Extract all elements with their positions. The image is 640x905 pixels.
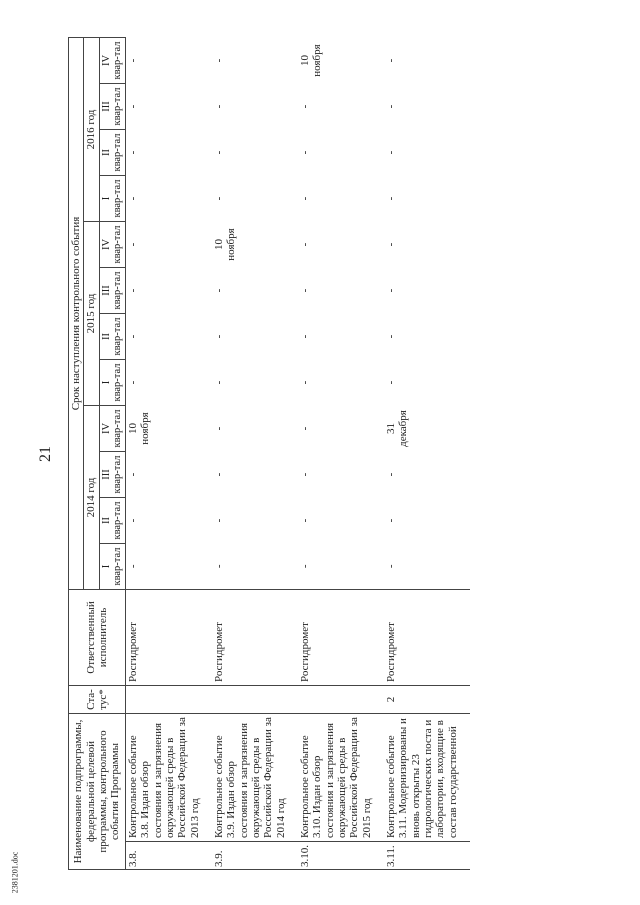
header-executor: Ответственный исполнитель [69, 590, 126, 686]
row-number: 3.11. [384, 842, 470, 870]
header-name: Наименование подпрограммы, федеральной целевой программы, контрольного события Программы [69, 714, 126, 870]
row-quarter-value: - [213, 58, 226, 63]
file-footer: 2381201.doc [10, 851, 20, 894]
row-quarter-value: - [299, 518, 312, 523]
row-quarter-value: - [213, 334, 226, 339]
row-quarter-value: - [213, 380, 226, 385]
table-row [298, 38, 384, 870]
row-quarter-value: - [213, 564, 226, 569]
row-quarter-value: 31 декабря [385, 410, 410, 447]
row-quarter-value: - [126, 38, 213, 84]
row-quarter-value: - [299, 104, 312, 109]
row-quarter-value: - [126, 268, 213, 314]
page-number: 21 [37, 446, 54, 462]
row-quarter-value: - [385, 150, 398, 155]
header-year-2016: 2016 год [84, 38, 99, 222]
row-quarter-value: - [299, 380, 312, 385]
row-quarter-value: 10 ноября [213, 228, 238, 261]
row-status [126, 686, 213, 714]
row-quarter-value: - [385, 518, 398, 523]
row-quarter-value: 10 ноября [126, 406, 213, 452]
row-quarter-value: - [299, 288, 312, 293]
row-quarter-value: - [385, 334, 398, 339]
row-quarter-value: - [385, 288, 398, 293]
header-deadline: Срок наступления контрольного события [69, 38, 84, 590]
row-status: 2 [384, 686, 470, 714]
row-quarter-value: - [299, 564, 312, 569]
row-quarter-value: - [126, 176, 213, 222]
row-quarter-value: - [126, 360, 213, 406]
row-executor: Росгидромет [384, 590, 470, 686]
row-quarter-value: - [213, 196, 226, 201]
row-executor: Росгидромет [298, 590, 384, 686]
row-event-name: Контрольное событие 3.10. Издан обзор состояния и загрязнения окружающей среды в Российской Федерации за 2015 год [298, 714, 384, 842]
header-quarter: IV квар-тал [99, 222, 126, 268]
row-quarter-value: - [385, 242, 398, 247]
row-status [298, 686, 384, 714]
row-status [212, 686, 298, 714]
header-quarter: III квар-тал [99, 268, 126, 314]
header-status: Ста-тус* [69, 686, 126, 714]
row-quarter-value: - [126, 84, 213, 130]
row-executor: Росгидромет [212, 590, 298, 686]
row-quarter-value: - [299, 334, 312, 339]
header-quarter: III квар-тал [99, 84, 126, 130]
row-number: 3.9. [212, 842, 298, 870]
row-quarter-value: - [385, 58, 398, 63]
row-event-name: Контрольное событие 3.11. Модернизированы и вновь открыты 23 гидрологических поста и лаборатории, входящие в состав государственной [384, 714, 470, 842]
table-row [384, 38, 470, 870]
row-quarter-value: - [385, 380, 398, 385]
table-body [126, 38, 471, 870]
row-number: 3.8. [126, 842, 213, 870]
header-quarter: IV квар-тал [99, 38, 126, 84]
row-quarter-value: - [126, 452, 213, 498]
row-quarter-value: - [385, 472, 398, 477]
row-quarter-value: - [299, 196, 312, 201]
row-quarter-value: - [299, 472, 312, 477]
row-quarter-value: - [385, 104, 398, 109]
row-executor: Росгидромет [126, 590, 213, 686]
row-quarter-value: - [213, 288, 226, 293]
row-quarter-value: - [385, 196, 398, 201]
header-year-2014: 2014 год [84, 406, 99, 590]
header-quarter: I квар-тал [99, 360, 126, 406]
row-quarter-value: - [213, 104, 226, 109]
row-quarter-value: - [126, 544, 213, 590]
header-quarter: IV квар-тал [99, 406, 126, 452]
header-year-2015: 2015 год [84, 222, 99, 406]
header-quarter: II квар-тал [99, 314, 126, 360]
header-quarter: II квар-тал [99, 498, 126, 544]
row-quarter-value: - [299, 426, 312, 431]
header-quarter: III квар-тал [99, 452, 126, 498]
row-quarter-value: - [126, 130, 213, 176]
header-quarter: II квар-тал [99, 130, 126, 176]
row-quarter-value: - [213, 472, 226, 477]
row-quarter-value: - [299, 242, 312, 247]
header-quarter: I квар-тал [99, 544, 126, 590]
row-event-name: Контрольное событие 3.9. Издан обзор состояния и загрязнения окружающей среды в Российской Федерации за 2014 год [212, 714, 298, 842]
row-quarter-value: - [126, 314, 213, 360]
row-quarter-value: 10 ноября [299, 44, 324, 77]
row-quarter-value: - [126, 498, 213, 544]
row-quarter-value: - [299, 150, 312, 155]
row-number: 3.10. [298, 842, 384, 870]
control-events-table [68, 37, 470, 870]
row-quarter-value: - [213, 518, 226, 523]
header-quarter: I квар-тал [99, 176, 126, 222]
row-event-name: Контрольное событие 3.8. Издан обзор состояния и загрязнения окружающей среды в Российской Федерации за 2013 год [126, 714, 213, 842]
table-row [212, 38, 298, 870]
row-quarter-value: - [213, 150, 226, 155]
table-row [126, 38, 213, 870]
row-quarter-value: - [126, 222, 213, 268]
row-quarter-value: - [385, 564, 398, 569]
row-quarter-value: - [213, 426, 226, 431]
